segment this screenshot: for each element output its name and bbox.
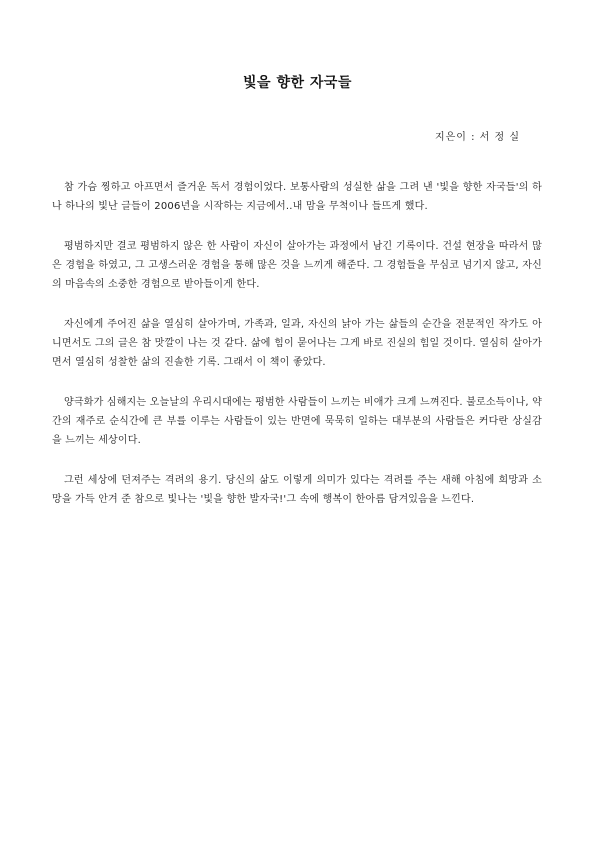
document-body bbox=[52, 178, 542, 530]
paragraph: 참 가슴 찡하고 아프면서 즐거운 독서 경험이었다. 보통사람의 성실한 삶을 그려 낸 '빛을 향한 자국들'의 하나 하나의 빛난 글들이 2006년을 시작하는 지금에서..내 맘을 무척이나 들뜨게 했다. bbox=[52, 182, 542, 212]
paragraph: 그런 세상에 던져주는 격려의 용기. 당신의 삶도 이렇게 의미가 있다는 격려를 주는 새해 아침에 희망과 소망을 가득 안겨 준 참으로 빛나는 '빛을 향한 발자국!'그 속에 행복이 한아름 담겨있음을 느낀다. bbox=[52, 475, 542, 505]
document-title: 빛을 향한 자국들 bbox=[243, 75, 352, 91]
paragraph: 평범하지만 결코 평범하지 않은 한 사람이 자신이 살아가는 과정에서 남긴 기록이다. 건설 현장을 따라서 많은 경험을 하였고, 그 고생스러운 경험을 통해 많은 것을 느끼게 해준다. 그 경험들을 무심코 넘기지 않고, 자신의 마음속의 소중한 경험으로 받아들이게 한다. bbox=[52, 241, 542, 290]
author-line: 지은이 : 서 정 실 bbox=[434, 132, 520, 143]
paragraph: 자신에게 주어진 삶을 열심히 살아가며, 가족과, 일과, 자신의 낡아 가는 삶들의 순간을 전문적인 작가도 아니면서도 그의 글은 참 맛깔이 나는 것 같다. 삶에 힘이 묻어나는 그게 바로 진실의 힘일 것이다. 열심히 살아가면서 열심히 성찰한 삶의 진솔한 기록. 그래서 이 책이 좋았다. bbox=[52, 319, 542, 368]
paragraph: 양극화가 심해지는 오늘날의 우리시대에는 평범한 사람들이 느끼는 비애가 크게 느껴진다. 불로소득이나, 약간의 재주로 순식간에 큰 부를 이루는 사람들이 있는 반면에 묵묵히 일하는 대부분의 사람들은 커다란 상실감을 느끼는 세상이다. bbox=[52, 397, 542, 446]
